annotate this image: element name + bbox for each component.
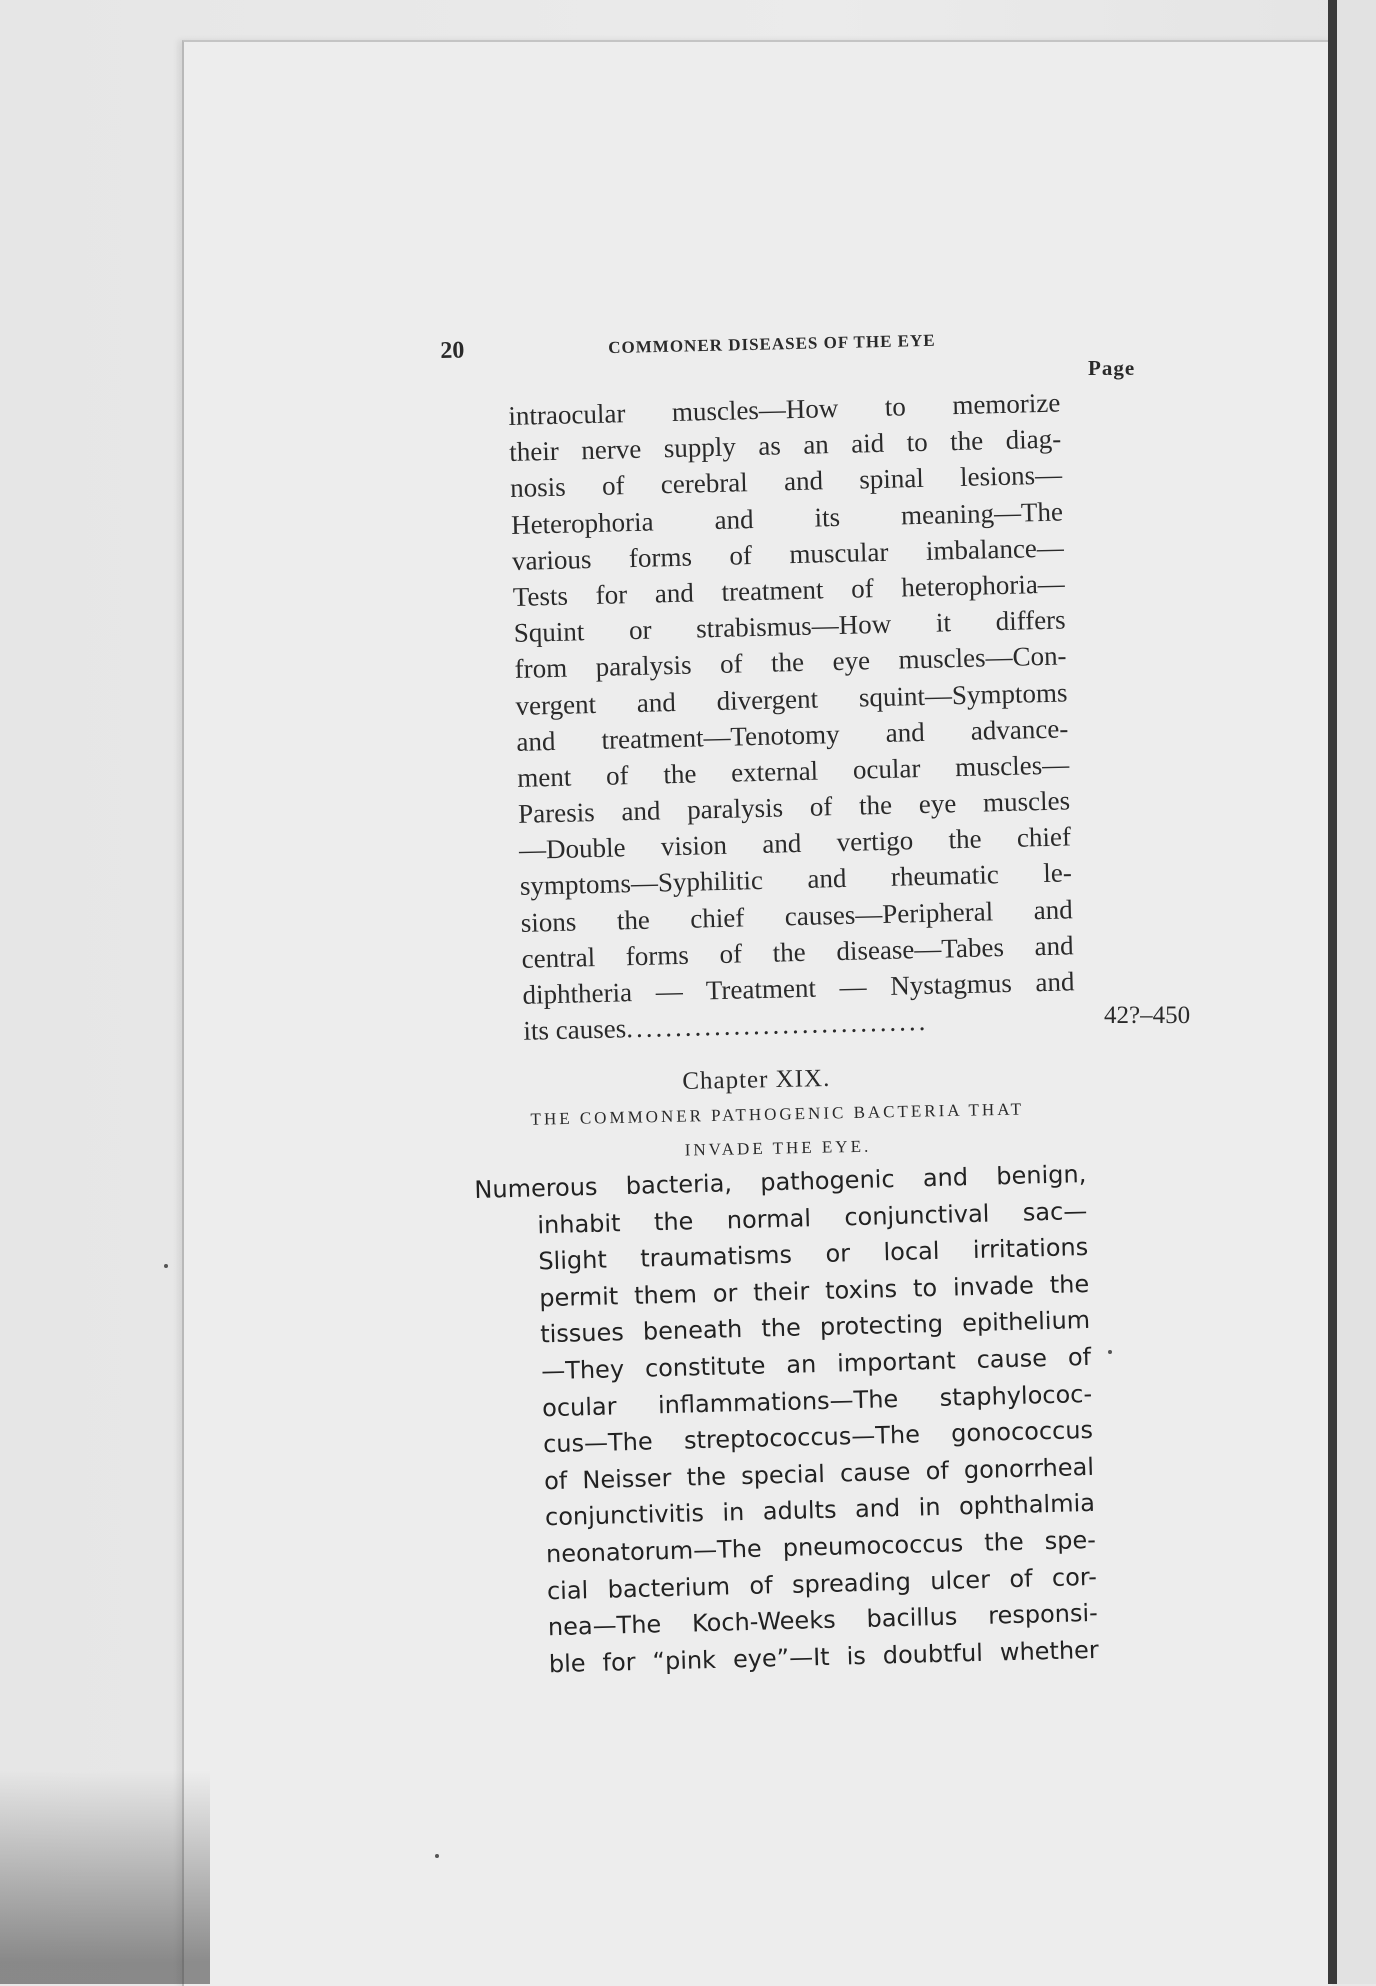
- entry-line: sions the chief causes—Peripheral and: [520, 893, 1074, 938]
- chapter-19-entry: [474, 1156, 1099, 1684]
- entry-line: Squint or strabismus—How it differs: [513, 604, 1066, 649]
- entry-line: inhabit the normal conjunctival sac—: [537, 1196, 1088, 1239]
- entry-last-line-text: its causes: [523, 1013, 627, 1046]
- entry-line: nea—The Koch-Weeks bacillus responsi-: [547, 1598, 1099, 1642]
- adjacent-page-edge: [1337, 0, 1376, 1984]
- paper-speck: [164, 1264, 168, 1268]
- entry-line: Tests for and treatment of heterophoria—: [512, 568, 1066, 612]
- paper-speck: [1108, 1350, 1112, 1354]
- running-head: COMMONER DISEASES OF THE EYE: [608, 330, 936, 358]
- entry-line: their nerve supply as an aid to the diag-: [508, 423, 1062, 468]
- page-edge-shadow: [1328, 0, 1337, 1984]
- paper-speck: [435, 1854, 439, 1858]
- leader-dots: ...............................: [625, 1006, 929, 1044]
- entry-line: and treatment—Tenotomy and advance-: [516, 713, 1069, 757]
- chapter-subtitle-line: INVADE THE EYE.: [684, 1136, 872, 1160]
- page-column-label: Page: [1088, 356, 1136, 380]
- entry-line: conjunctivitis in adults and in ophthalmia: [544, 1489, 1096, 1532]
- entry-line: Heterophoria and its meaning—The: [510, 496, 1064, 540]
- chapter-title: Chapter XIX.: [682, 1064, 831, 1095]
- entry-line: ble for “pink eye”—It is doubtful whether: [548, 1635, 1100, 1678]
- page-range: 42⁠?–450: [1104, 1002, 1191, 1029]
- entry-line: —They constitute an important cause of: [540, 1342, 1092, 1386]
- page-number: 20: [440, 337, 465, 364]
- entry-line: neonatorum—The pneumococcus the spe-: [545, 1525, 1097, 1569]
- entry-line: Paresis and paralysis of the eye muscles: [517, 785, 1071, 829]
- entry-line: from paralysis of the eye muscles—Con-: [514, 640, 1067, 685]
- entry-line: intraocular muscles—How to memorize: [508, 387, 1061, 431]
- entry-line: cial bacterium of spreading ulcer of cor-: [546, 1562, 1098, 1605]
- entry-line: nosis of cerebral and spinal lesions—: [509, 459, 1063, 504]
- entry-line: permit them or their toxins to invade the: [538, 1269, 1090, 1313]
- entry-line: ment of the external ocular muscles—: [516, 749, 1070, 793]
- entry-line: Slight traumatisms or local irritations: [537, 1233, 1089, 1276]
- entry-line: Numerous bacteria, pathogenic and benign,: [474, 1159, 1087, 1204]
- entry-line: —Double vision and vertigo the chief: [518, 821, 1072, 866]
- entry-line: central forms of the disease—Tabes and: [521, 930, 1074, 974]
- entry-line: diphtheria — Treatment — Nystagmus and: [522, 966, 1075, 1010]
- entry-line: cus—The streptococcus—The gonococcus: [542, 1416, 1094, 1459]
- chapter-subtitle-line: THE COMMONER PATHOGENIC BACTERIA THAT: [530, 1099, 1025, 1129]
- entry-line: of Neisser the special cause of gonorrheal: [543, 1452, 1095, 1496]
- entry-line: symptoms—Syphilitic and rheumatic le-: [519, 857, 1073, 902]
- scan-corner-shadow: [0, 1770, 210, 1984]
- entry-line: ocular inflammations—The staphylococ-: [541, 1379, 1093, 1422]
- chapter-18-entry: [508, 385, 1076, 1050]
- entry-line: tissues beneath the protecting epithelium: [539, 1306, 1091, 1349]
- entry-line: various forms of muscular imbalance—: [511, 532, 1065, 576]
- entry-line: vergent and divergent squint—Symptoms: [515, 676, 1068, 721]
